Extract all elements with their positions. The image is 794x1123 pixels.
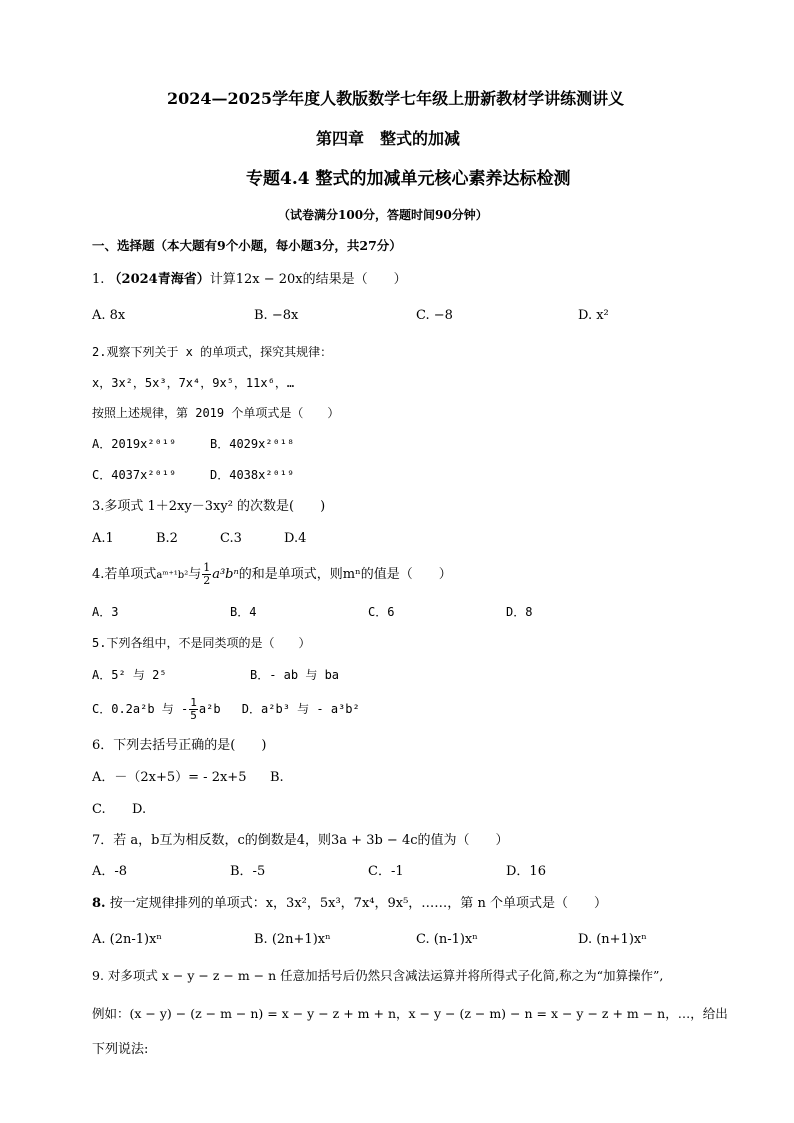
q2-option-b[interactable]: B．4029x²⁰¹⁸ (210, 437, 295, 451)
q3-stem: 3.多项式 1＋2xy－3xy² 的次数是( ) (92, 499, 326, 514)
q1-number: 1. (92, 272, 105, 287)
q8-stem: 按一定规律排列的单项式：x，3x²，5x³，7x⁴，9x⁵，……，第 n 个单项式是（ ） (109, 896, 607, 911)
q2-stem: 2.观察下列关于 x 的单项式，探究其规律： (92, 345, 333, 359)
q4-option-a[interactable]: A．3 (92, 605, 119, 619)
q5-option-c-pre: C．0.2a²b 与 - (92, 702, 189, 716)
q6-option-b[interactable]: B. (270, 770, 284, 785)
q3-option-b[interactable]: B.2 (156, 531, 178, 546)
document-title: 2024—2025学年度人教版数学七年级上册新教材学讲练测讲义 (167, 89, 625, 108)
q2-sequence: x，3x²，5x³，7x⁴，9x⁵，11x⁶，… (92, 376, 295, 390)
q5-option-c[interactable] (92, 696, 221, 722)
q4-frac-den: 2 (203, 574, 211, 587)
q4-option-b[interactable]: B．4 (230, 605, 257, 619)
q1-option-c[interactable]: C. −8 (416, 308, 453, 323)
q1-option-a[interactable]: A. 8x (92, 308, 126, 323)
q4-option-c[interactable]: C．6 (368, 605, 395, 619)
q4-mid: 与 (188, 567, 202, 582)
q4-pre: 4.若单项式 (92, 567, 157, 582)
q9-line-1: 9. 对多项式 x − y − z − m − n 任意加括号后仍然只含减法运算并将所得式子化简,称之为“加算操作”, (92, 968, 664, 983)
q6-option-c[interactable]: C. (92, 802, 106, 817)
q7-option-c[interactable]: C．-1 (368, 864, 404, 879)
q2-option-c[interactable]: C．4037x²⁰¹⁹ (92, 468, 177, 482)
q3-option-d[interactable]: D.4 (284, 531, 307, 546)
q6-option-d[interactable]: D. (132, 802, 147, 817)
q3-option-c[interactable]: C.3 (220, 531, 242, 546)
topic-title: 专题4.4 整式的加减单元核心素养达标检测 (246, 169, 571, 189)
q8-number: 8. (92, 896, 106, 911)
q4-post: 的和是单项式，则mⁿ的值是（ ） (238, 567, 452, 582)
q8-option-d[interactable]: D. (n+1)xⁿ (578, 932, 647, 947)
q7-stem: 7．若 a，b互为相反数，c的倒数是4，则3a + 3b − 4c的值为（ ） (92, 833, 509, 848)
q4-frac-num: 1 (203, 561, 211, 574)
exam-info: （试卷满分100分，答题时间90分钟） (278, 208, 488, 222)
q4-option-d[interactable]: D．8 (506, 605, 533, 619)
q5-option-d[interactable]: D．a²b³ 与 - a³b² (241, 702, 360, 716)
q5-option-a[interactable]: A．5² 与 2⁵ (92, 668, 167, 682)
q2-option-a[interactable]: A．2019x²⁰¹⁹ (92, 437, 177, 451)
q3-option-a[interactable]: A.1 (92, 531, 114, 546)
q5-frac-den: 5 (190, 709, 197, 722)
q5-option-b[interactable]: B．- ab 与 ba (250, 668, 340, 682)
q7-option-d[interactable]: D．16 (506, 864, 546, 879)
q6-stem: 6．下列去括号正确的是( ) (92, 738, 267, 753)
q1-option-b[interactable]: B. −8x (254, 308, 299, 323)
section-heading: 一、选择题（本大题有9个小题，每小题3分，共27分） (92, 238, 402, 253)
q5-option-c-fraction (189, 697, 198, 722)
q5-option-c-post: a²b (198, 702, 221, 716)
q8-option-b[interactable]: B. (2n+1)xⁿ (254, 932, 331, 947)
q9-line-3: 下列说法: (92, 1042, 149, 1057)
question-8 (92, 894, 607, 914)
q5-options-row2 (92, 694, 360, 724)
q5-stem: 5.下列各组中，不是同类项的是（ ） (92, 636, 311, 650)
q4-monomial-2: a³bⁿ (212, 567, 239, 582)
q6-option-a[interactable]: A．－（2x+5）= - 2x+5 (92, 770, 247, 785)
q7-option-b[interactable]: B．-5 (230, 864, 266, 879)
q5-frac-num: 1 (190, 696, 197, 709)
q4-monomial-1: aᵐ⁺¹b² (156, 570, 189, 581)
q7-option-a[interactable]: A．-8 (92, 864, 128, 879)
q1-source: （2024青海省） (108, 272, 210, 287)
q2-ask: 按照上述规律，第 2019 个单项式是（ ） (92, 406, 340, 420)
q2-option-d[interactable]: D．4038x²⁰¹⁹ (210, 468, 295, 482)
q8-option-a[interactable]: A. (2n-1)xⁿ (92, 932, 163, 947)
question-1 (92, 270, 407, 290)
q1-option-d[interactable]: D. x² (578, 308, 609, 323)
q8-option-c[interactable]: C. (n-1)xⁿ (416, 932, 478, 947)
q4-stem (92, 560, 452, 591)
chapter-title: 第四章 整式的加减 (316, 129, 461, 148)
q1-text: 计算12x − 20x的结果是（ ） (209, 272, 407, 287)
q9-line-2: 例如：(x − y) − (z − m − n) = x − y − z + m + n，x − y − (z − m) − n = x − y − z + m − n，…，给出 (92, 1006, 728, 1021)
q4-fraction (202, 562, 211, 587)
